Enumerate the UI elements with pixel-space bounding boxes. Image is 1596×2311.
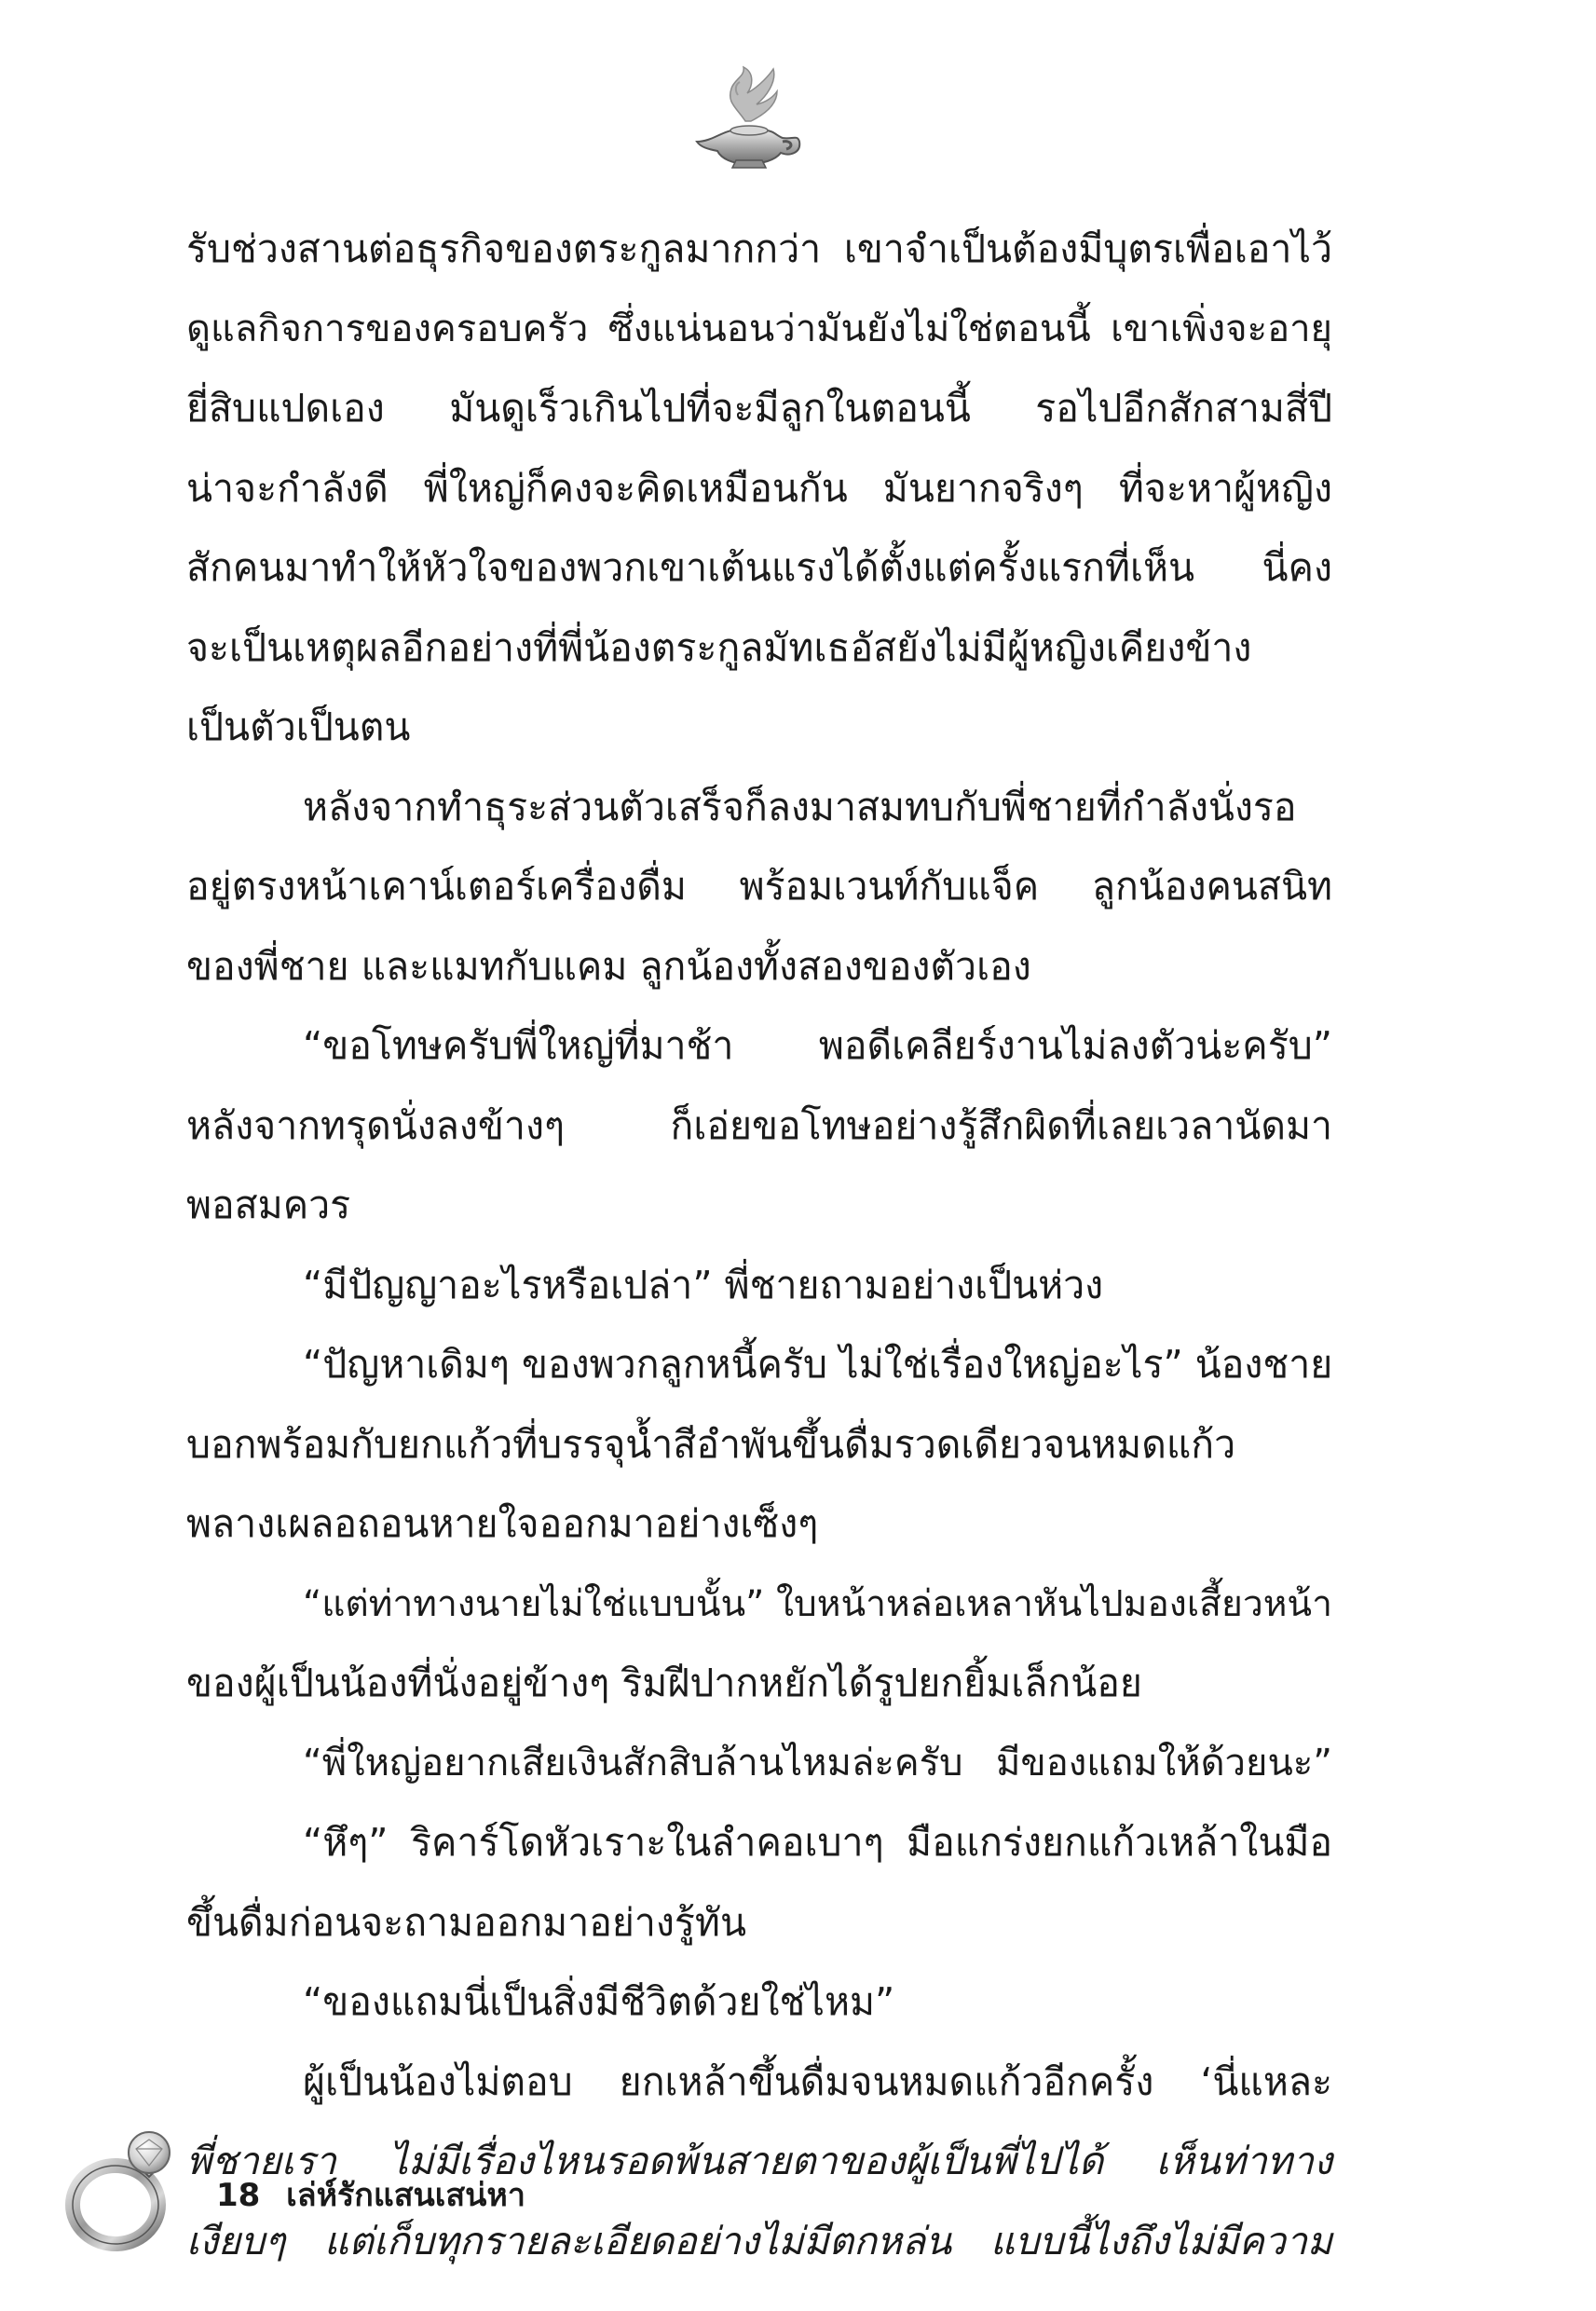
text-line: ผู้เป็นน้องไม่ตอบ ยกเหล้าขึ้นดื่มจนหมดแก้วอีกครั้ง ‘นี่แหละ [303, 2058, 1332, 2104]
book-title: เล่ห์รักแสนเสน่หา [286, 2177, 525, 2214]
text-line: ดูแลกิจการของครอบครัว ซึ่งแน่นอนว่ามันยังไม่ใช่ตอนนี้ เขาเพิ่งจะอายุ [186, 307, 1332, 350]
text-line: สักคนมาทำให้หัวใจของพวกเขาเต้นแรงได้ตั้งแต่ครั้งแรกที่เห็น นี่คง [186, 545, 1332, 590]
text-line: “แต่ท่าทางนายไม่ใช่แบบนั้น” ใบหน้าหล่อเหลาหันไปมองเสี้ยวหน้า [303, 1582, 1332, 1625]
text-line: “หึๆ” ริคาร์โดหัวเราะในลำคอเบาๆ มือแกร่งยกแก้วเหล้าในมือ [303, 1820, 1332, 1865]
genie-lamp-icon [680, 56, 811, 177]
diamond-ring-icon [58, 2115, 188, 2255]
text-line: เงียบๆ แต่เก็บทุกรายละเอียดอย่างไม่มีตกหล่น แบบนี้ไงถึงไม่มีความ [186, 2218, 1332, 2263]
text-line: พี่ชายเรา ไม่มีเรื่องไหนรอดพ้นสายตาของผู้เป็นพี่ไปได้ เห็นท่าทาง [186, 2139, 1332, 2183]
text-line: หลังจากทรุดนั่งลงข้างๆ ก็เอ่ยขอโทษอย่างรู้สึกผิดที่เลยเวลานัดมา [186, 1102, 1332, 1148]
text-line: บอกพร้อมกับยกแก้วที่บรรจุน้ำสีอำพันขึ้นดื่มรวดเดียวจนหมดแก้ว [186, 1421, 1236, 1467]
text-line: ของพี่ชาย และแมทกับแคม ลูกน้องทั้งสองของตัวเอง [186, 943, 1031, 989]
text-line: “ปัญหาเดิมๆ ของพวกลูกหนี้ครับ ไม่ใช่เรื่องใหญ่อะไร” น้องชาย [303, 1342, 1333, 1387]
text-line: น่าจะกำลังดี พี่ใหญ่ก็คงจะคิดเหมือนกัน มันยากจริงๆ ที่จะหาผู้หญิง [186, 465, 1332, 511]
text-line: ของผู้เป็นน้องที่นั่งอยู่ข้างๆ ริมฝีปากหยักได้รูปยกยิ้มเล็กน้อย [186, 1661, 1142, 1705]
body-text [186, 210, 1332, 2281]
page-number: 18 [216, 2177, 261, 2214]
text-line: “มีปัญญาอะไรหรือเปล่า” พี่ชายถามอย่างเป็นห่วง [303, 1262, 1104, 1307]
text-line: ขึ้นดื่มก่อนจะถามออกมาอย่างรู้ทัน [186, 1899, 746, 1945]
text-line: หลังจากทำธุระส่วนตัวเสร็จก็ลงมาสมทบกับพี่ชายที่กำลังนั่งรอ [303, 784, 1297, 829]
text-line: อยู่ตรงหน้าเคาน์เตอร์เครื่องดื่ม พร้อมเวนท์กับแจ็ค ลูกน้องคนสนิท [186, 864, 1332, 909]
text-line: “พี่ใหญ่อยากเสียเงินสักสิบล้านไหมล่ะครับ มีของแถมให้ด้วยนะ” [303, 1741, 1332, 1785]
page-footer [216, 2169, 525, 2220]
text-line: รับช่วงสานต่อธุรกิจของตระกูลมากกว่า เขาจำเป็นต้องมีบุตรเพื่อเอาไว้ [186, 226, 1332, 271]
text-line: จะเป็นเหตุผลอีกอย่างที่พี่น้องตระกูลมัทเธอัสยังไม่มีผู้หญิงเคียงข้าง [186, 624, 1252, 670]
text-line: “ของแถมนี่เป็นสิ่งมีชีวิตด้วยใช่ไหม” [303, 1979, 895, 2024]
text-line: พลางเผลอถอนหายใจออกมาอย่างเซ็งๆ [186, 1501, 819, 1546]
text-line: “ขอโทษครับพี่ใหญ่ที่มาช้า พอดีเคลียร์งานไม่ลงตัวน่ะครับ” [303, 1023, 1332, 1068]
text-line: เป็นตัวเป็นตน [186, 704, 411, 749]
text-line: ยี่สิบแปดเอง มันดูเร็วเกินไปที่จะมีลูกในตอนนี้ รอไปอีกสักสามสี่ปี [186, 386, 1332, 431]
text-line: พอสมควร [186, 1183, 351, 1227]
